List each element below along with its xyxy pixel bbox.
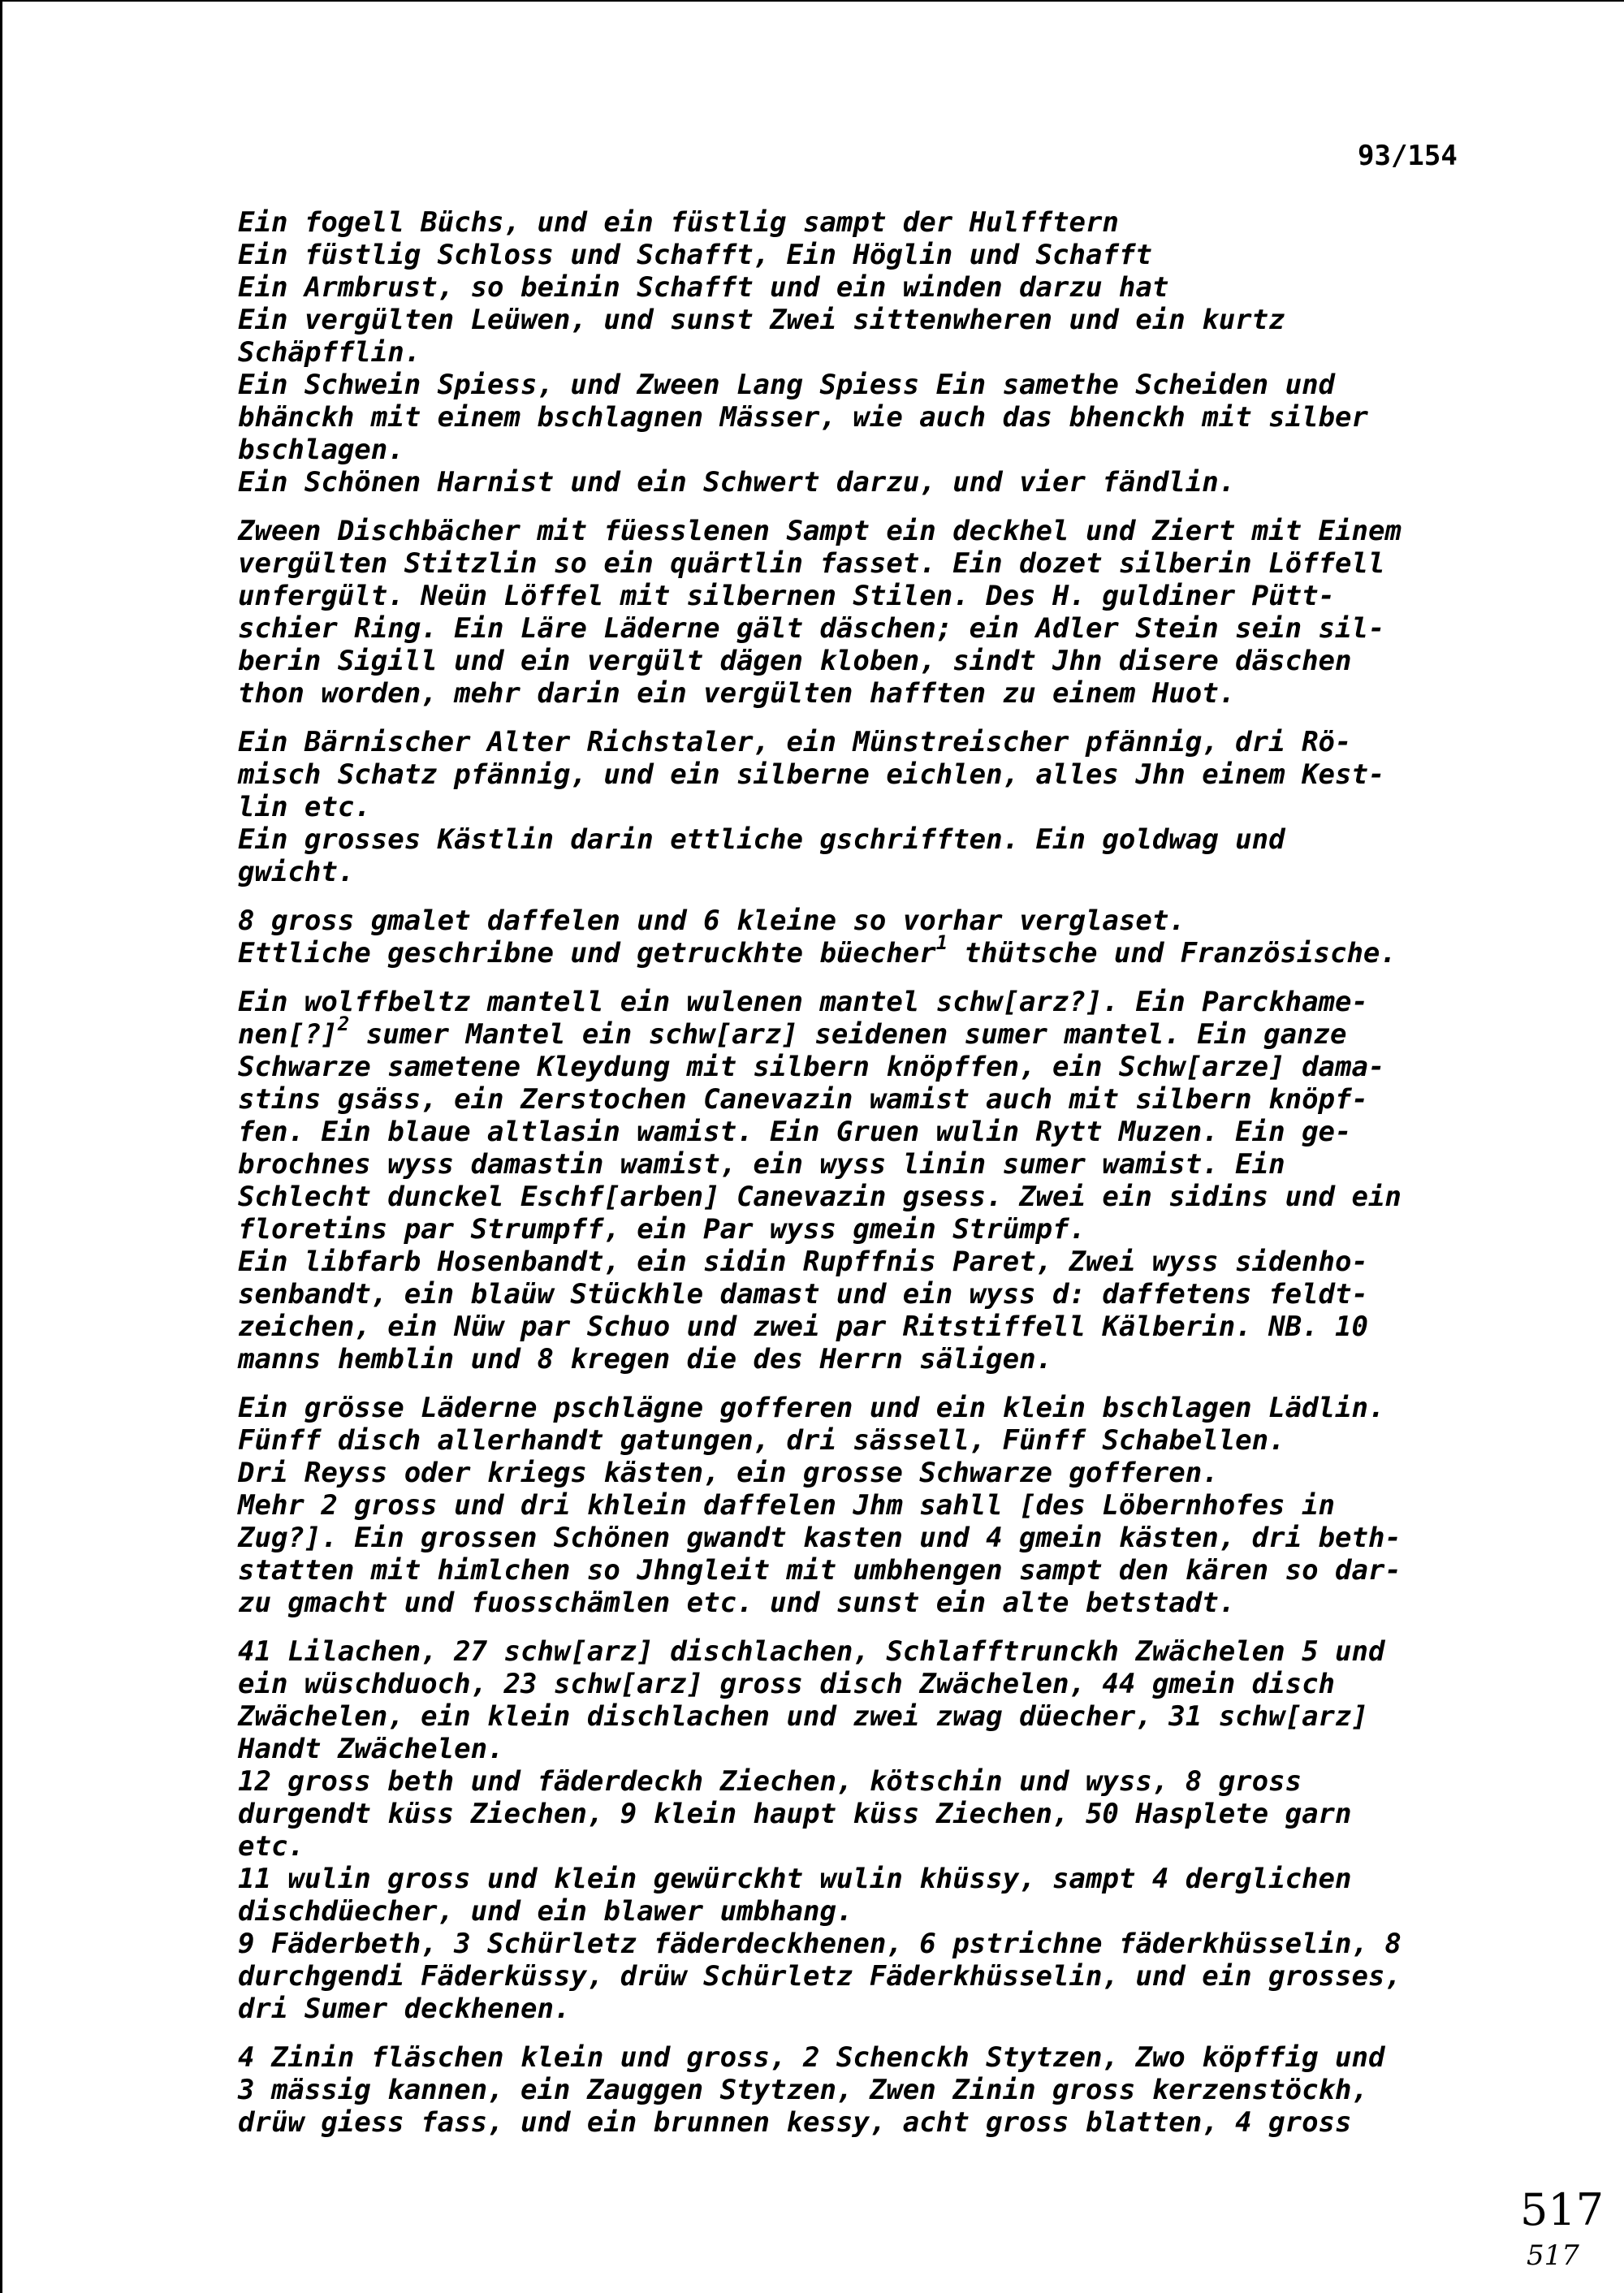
text-line: Dri Reyss oder kriegs kästen, ein grosse Schwarze gofferen. [238,1457,1219,1489]
text-line: Handt Zwächelen. [238,1733,504,1765]
text-segment: thütsche und Französische. [948,937,1397,969]
text-line: manns hemblin und 8 kregen die des Herrn säligen. [238,1343,1053,1375]
text-line: gwicht. [238,856,355,888]
text-line: drüw giess fass, und ein brunnen kessy, acht gross blatten, 4 gross [238,2106,1352,2139]
text-segment: Ettliche geschribne und getruckhte büecher [238,937,936,969]
text-line [238,1013,1602,1051]
paragraph-linens [238,1635,1602,2025]
text-line: Mehr 2 gross und dri khlein daffelen Jhm sahll [des Löbernhofes in [238,1489,1336,1522]
text-line: Schäpfflin. [238,336,421,369]
text-line: Ein grösse Läderne pschlägne gofferen und ein klein bschlagen Lädlin. [238,1392,1385,1424]
text-line: statten mit himlchen so Jhngleit mit umbhengen sampt den kären so dar- [238,1554,1402,1587]
text-line: zeichen, ein Nüw par Schuo und zwei par Ritstiffell Kälberin. NB. 10 [238,1311,1368,1343]
text-line: floretins par Strumpff, ein Par wyss gmein Strümpf. [238,1213,1086,1246]
text-line: vergülten Stitzlin so ein quärtlin fasset. Ein dozet silberin Löffell [238,547,1385,580]
page-border-top [0,0,1624,2]
text-line: bschlagen. [238,434,404,466]
text-line: 12 gross beth und fäderdeckh Ziechen, kötschin und wyss, 8 gross [238,1765,1302,1798]
text-line: etc. [238,1830,304,1863]
text-line: misch Schatz pfännig, und ein silberne eichlen, alles Jhn einem Kest- [238,758,1385,791]
text-line: zu gmacht und fuosschämlen etc. und sunst ein alte betstadt. [238,1587,1236,1619]
text-line: senbandt, ein blaüw Stückhle damast und ein wyss d: daffetens feldt- [238,1278,1368,1311]
text-line: 41 Lilachen, 27 schw[arz] dischlachen, Schlafftrunckh Zwächelen 5 und [238,1635,1385,1668]
footnote-marker: 2 [337,1013,350,1035]
text-line: Schwarze sametene Kleydung mit silbern knöpffen, ein Schw[arze] dama- [238,1051,1385,1083]
text-line: lin etc. [238,791,371,823]
handwritten-page-annotation: 517 [1527,2239,1579,2272]
text-line: bhänckh mit einem bschlagnen Mässer, wie auch das bhenckh mit silber [238,401,1368,434]
document-body [238,206,1602,2155]
text-line: Ein libfarb Hosenbandt, ein sidin Rupffnis Paret, Zwei wyss sidenho- [238,1246,1368,1278]
text-line: Ein grosses Kästlin darin ettliche gschrifften. Ein goldwag und [238,823,1285,856]
text-line: 9 Fäderbeth, 3 Schürletz fäderdeckhenen, 6 pstrichne fäderkhüsselin, 8 [238,1928,1402,1960]
text-line: durchgendi Fäderküssy, drüw Schürletz Fäderkhüsselin, und ein grosses, [238,1960,1402,1993]
text-line: Zween Dischbächer mit füesslenen Sampt ein deckhel und Ziert mit Einem [238,515,1402,547]
paragraph-coins [238,726,1602,888]
text-line: Ein füstlig Schloss und Schafft, Ein Höglin und Schafft [238,239,1152,271]
text-line: berin Sigill und ein vergült dägen kloben, sindt Jhn disere däschen [238,645,1352,677]
text-line: 11 wulin gross und klein gewürckht wulin khüssy, sampt 4 derglichen [238,1863,1352,1895]
text-line: brochnes wyss damastin wamist, ein wyss linin sumer wamist. Ein [238,1148,1285,1181]
text-line: Ein fogell Büchs, und ein füstlig sampt der Hulfftern [238,206,1119,239]
page-border-left [0,0,2,2293]
text-line: Zwächelen, ein klein dischlachen und zwei zwag düecher, 31 schw[arz] [238,1700,1368,1733]
paragraph-paintings-books [238,905,1602,969]
footnote-marker: 1 [935,931,948,954]
text-line: Ein Armbrust, so beinin Schafft und ein winden darzu hat [238,271,1169,304]
text-line: Schlecht dunckel Eschf[arben] Canevazin gsess. Zwei ein sidins und ein [238,1181,1402,1213]
paragraph-clothing [238,986,1602,1375]
text-line: 3 mässig kannen, ein Zauggen Stytzen, Zwen Zinin gross kerzenstöckh, [238,2074,1368,2106]
paragraph-furniture [238,1392,1602,1619]
text-line: schier Ring. Ein Läre Läderne gält däschen; ein Adler Stein sein sil- [238,612,1385,645]
text-line: ein wüschduoch, 23 schw[arz] gross disch Zwächelen, 44 gmein disch [238,1668,1336,1700]
text-line [238,931,1602,969]
text-line: Ein Schwein Spiess, und Zween Lang Spiess Ein samethe Scheiden und [238,369,1336,401]
handwritten-page-number: 517 [1520,2184,1605,2235]
text-line: Ein wolffbeltz mantell ein wulenen mantel schw[arz?]. Ein Parckhame- [238,986,1368,1018]
text-segment: nen[?] [238,1018,338,1051]
text-line: Fünff disch allerhandt gatungen, dri sässell, Fünff Schabellen. [238,1424,1285,1457]
text-line: unfergült. Neün Löffel mit silbernen Stilen. Des H. guldiner Pütt- [238,580,1336,612]
text-line: fen. Ein blaue altlasin wamist. Ein Gruen wulin Rytt Muzen. Ein ge- [238,1116,1352,1148]
text-line: Zug?]. Ein grossen Schönen gwandt kasten und 4 gmein kästen, dri beth- [238,1522,1402,1554]
text-line: Ein Bärnischer Alter Richstaler, ein Münstreischer pfännig, dri Rö- [238,726,1352,758]
paragraph-silver [238,515,1602,710]
text-line: Ein Schönen Harnist und ein Schwert darzu, und vier fändlin. [238,466,1236,499]
paragraph-weapons [238,206,1602,499]
text-segment: sumer Mantel ein schw[arz] seidenen sumer mantel. Ein ganze [349,1018,1347,1051]
text-line: dri Sumer deckhenen. [238,1993,571,2025]
text-line: Ein vergülten Leüwen, und sunst Zwei sittenwheren und ein kurtz [238,304,1285,336]
text-line: dischdüecher, und ein blawer umbhang. [238,1895,853,1928]
page-number: 93/154 [1358,140,1458,172]
text-line: 4 Zinin fläschen klein und gross, 2 Schenckh Stytzen, Zwo köpffig und [238,2041,1385,2074]
text-line: stins gsäss, ein Zerstochen Canevazin wamist auch mit silbern knöpf- [238,1083,1368,1116]
text-line: 8 gross gmalet daffelen und 6 kleine so vorhar verglaset. [238,905,1186,937]
text-line: thon worden, mehr darin ein vergülten hafften zu einem Huot. [238,677,1236,710]
paragraph-pewter [238,2041,1602,2139]
text-line: durgendt küss Ziechen, 9 klein haupt küss Ziechen, 50 Hasplete garn [238,1798,1352,1830]
